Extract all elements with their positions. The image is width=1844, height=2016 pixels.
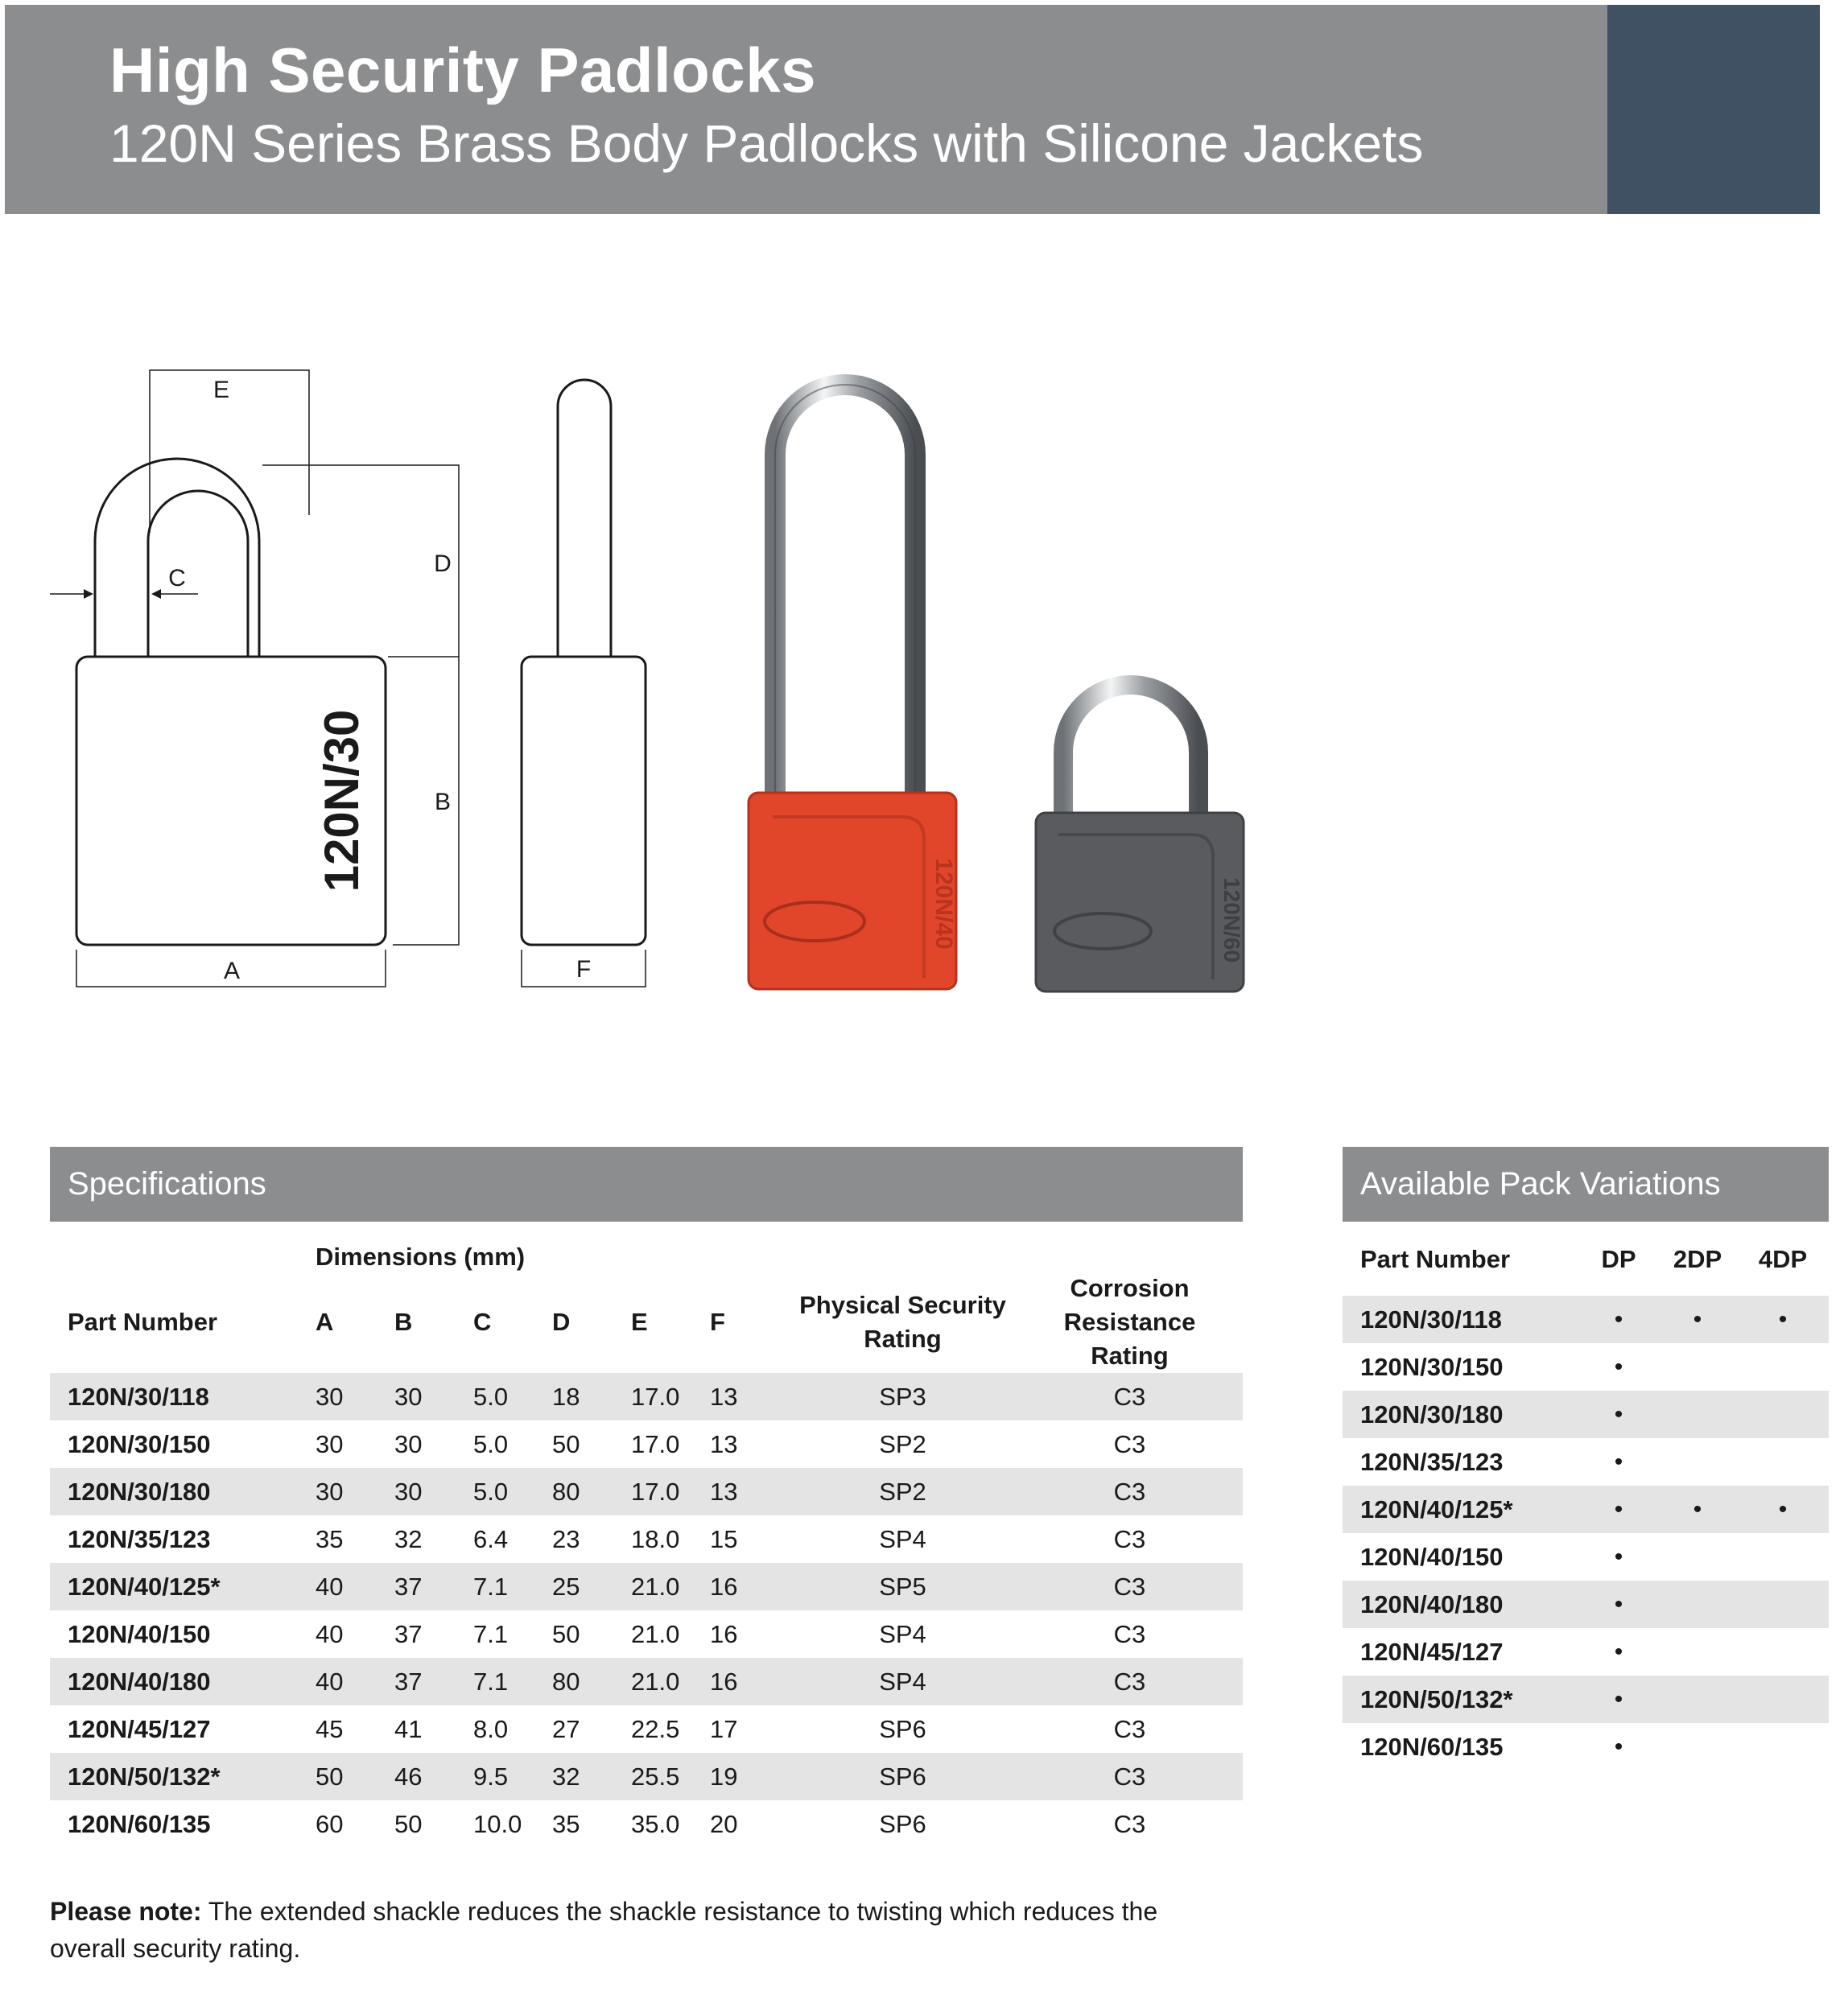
table-row: 120N/60/135 • <box>1360 1732 1623 1761</box>
table-row: 120N/45/127 • <box>1360 1637 1623 1666</box>
col-physical-security: Physical Security Rating <box>799 1291 1006 1353</box>
col-corrosion-resistance: Corrosion Resistance Rating <box>1063 1274 1196 1370</box>
pack-col-part-number: Part Number <box>1360 1245 1511 1273</box>
dimensions-label: Dimensions (mm) <box>316 1243 526 1271</box>
col-c: C <box>473 1308 492 1336</box>
label-c: C <box>168 565 186 592</box>
pack-variations-heading: Available Pack Variations <box>1343 1147 1829 1222</box>
table-row: 120N/40/180 40 37 7.1 80 21.0 16 SP4 C3 <box>50 1658 1243 1705</box>
pack-col-2dp: 2DP <box>1673 1245 1722 1273</box>
col-part-number: Part Number <box>68 1308 218 1336</box>
table-row: 120N/30/118 30 30 5.0 18 17.0 13 SP3 C3 <box>50 1373 1243 1420</box>
table-row: 120N/40/125* 40 37 7.1 25 21.0 16 SP5 C3 <box>50 1563 1243 1610</box>
page-subtitle: 120N Series Brass Body Padlocks with Silicone Jackets <box>109 113 1424 173</box>
specifications-table <box>50 1223 1243 1848</box>
pack-col-4dp: 4DP <box>1758 1245 1808 1273</box>
table-row: 120N/40/150 • <box>1360 1542 1623 1571</box>
pack-col-dp: DP <box>1601 1245 1636 1273</box>
side-body <box>522 657 646 945</box>
table-row: 120N/30/150 30 30 5.0 50 17.0 13 SP2 C3 <box>68 1429 1146 1458</box>
col-a: A <box>316 1308 334 1336</box>
table-row: 120N/40/180 • <box>1343 1581 1829 1628</box>
table-row: 120N/30/118 • • • <box>1343 1296 1829 1343</box>
table-row: 120N/40/125* • • • <box>1343 1486 1829 1533</box>
body-model-text: 120N/30 <box>315 709 369 893</box>
grey-padlock-image <box>1026 664 1252 994</box>
red-lock-engraving: 120N/40 <box>930 858 957 950</box>
pack-variations-table <box>1343 1223 1829 1771</box>
table-row: 120N/35/123 35 32 6.4 23 18.0 15 SP4 C3 <box>68 1524 1146 1553</box>
table-row: 120N/45/127 45 41 8.0 27 22.5 17 SP6 C3 <box>68 1714 1146 1743</box>
col-e: E <box>631 1308 648 1336</box>
col-d: D <box>552 1308 571 1336</box>
label-a: A <box>223 958 241 984</box>
table-row: 120N/30/180 30 30 5.0 80 17.0 13 SP2 C3 <box>50 1468 1243 1515</box>
col-f: F <box>710 1308 725 1336</box>
label-d: D <box>434 550 452 577</box>
footnote-label: Please note: <box>50 1897 202 1926</box>
side-shackle <box>558 380 611 657</box>
table-row: 120N/50/132* • <box>1343 1676 1829 1723</box>
table-row: 120N/35/123 • <box>1360 1447 1623 1476</box>
table-row: 120N/50/132* 50 46 9.5 32 25.5 19 SP6 C3 <box>50 1753 1243 1800</box>
table-row: 120N/30/180 • <box>1343 1391 1829 1438</box>
label-b: B <box>434 789 452 815</box>
col-b: B <box>394 1308 413 1336</box>
grey-lock-engraving: 120N/60 <box>1219 877 1244 963</box>
red-padlock-image <box>740 366 966 994</box>
specifications-heading: Specifications <box>50 1147 1243 1222</box>
footnote <box>50 1893 1225 1967</box>
page-title: High Security Padlocks <box>109 35 816 105</box>
table-row: 120N/30/150 • <box>1360 1352 1623 1381</box>
shackle-outer <box>95 459 259 657</box>
shackle-inner <box>148 491 248 657</box>
footnote-text: The extended shackle reduces the shackle resistance to twisting which reduces the overall security rating. <box>50 1897 1158 1963</box>
label-f: F <box>575 956 592 983</box>
label-e: E <box>212 377 230 403</box>
table-row: 120N/40/150 40 37 7.1 50 21.0 16 SP4 C3 <box>68 1619 1146 1648</box>
table-row: 120N/60/135 60 50 10.0 35 35.0 20 SP6 C3 <box>68 1809 1146 1838</box>
padlock-dimension-diagram <box>40 362 668 998</box>
header-accent-block <box>1607 5 1820 214</box>
